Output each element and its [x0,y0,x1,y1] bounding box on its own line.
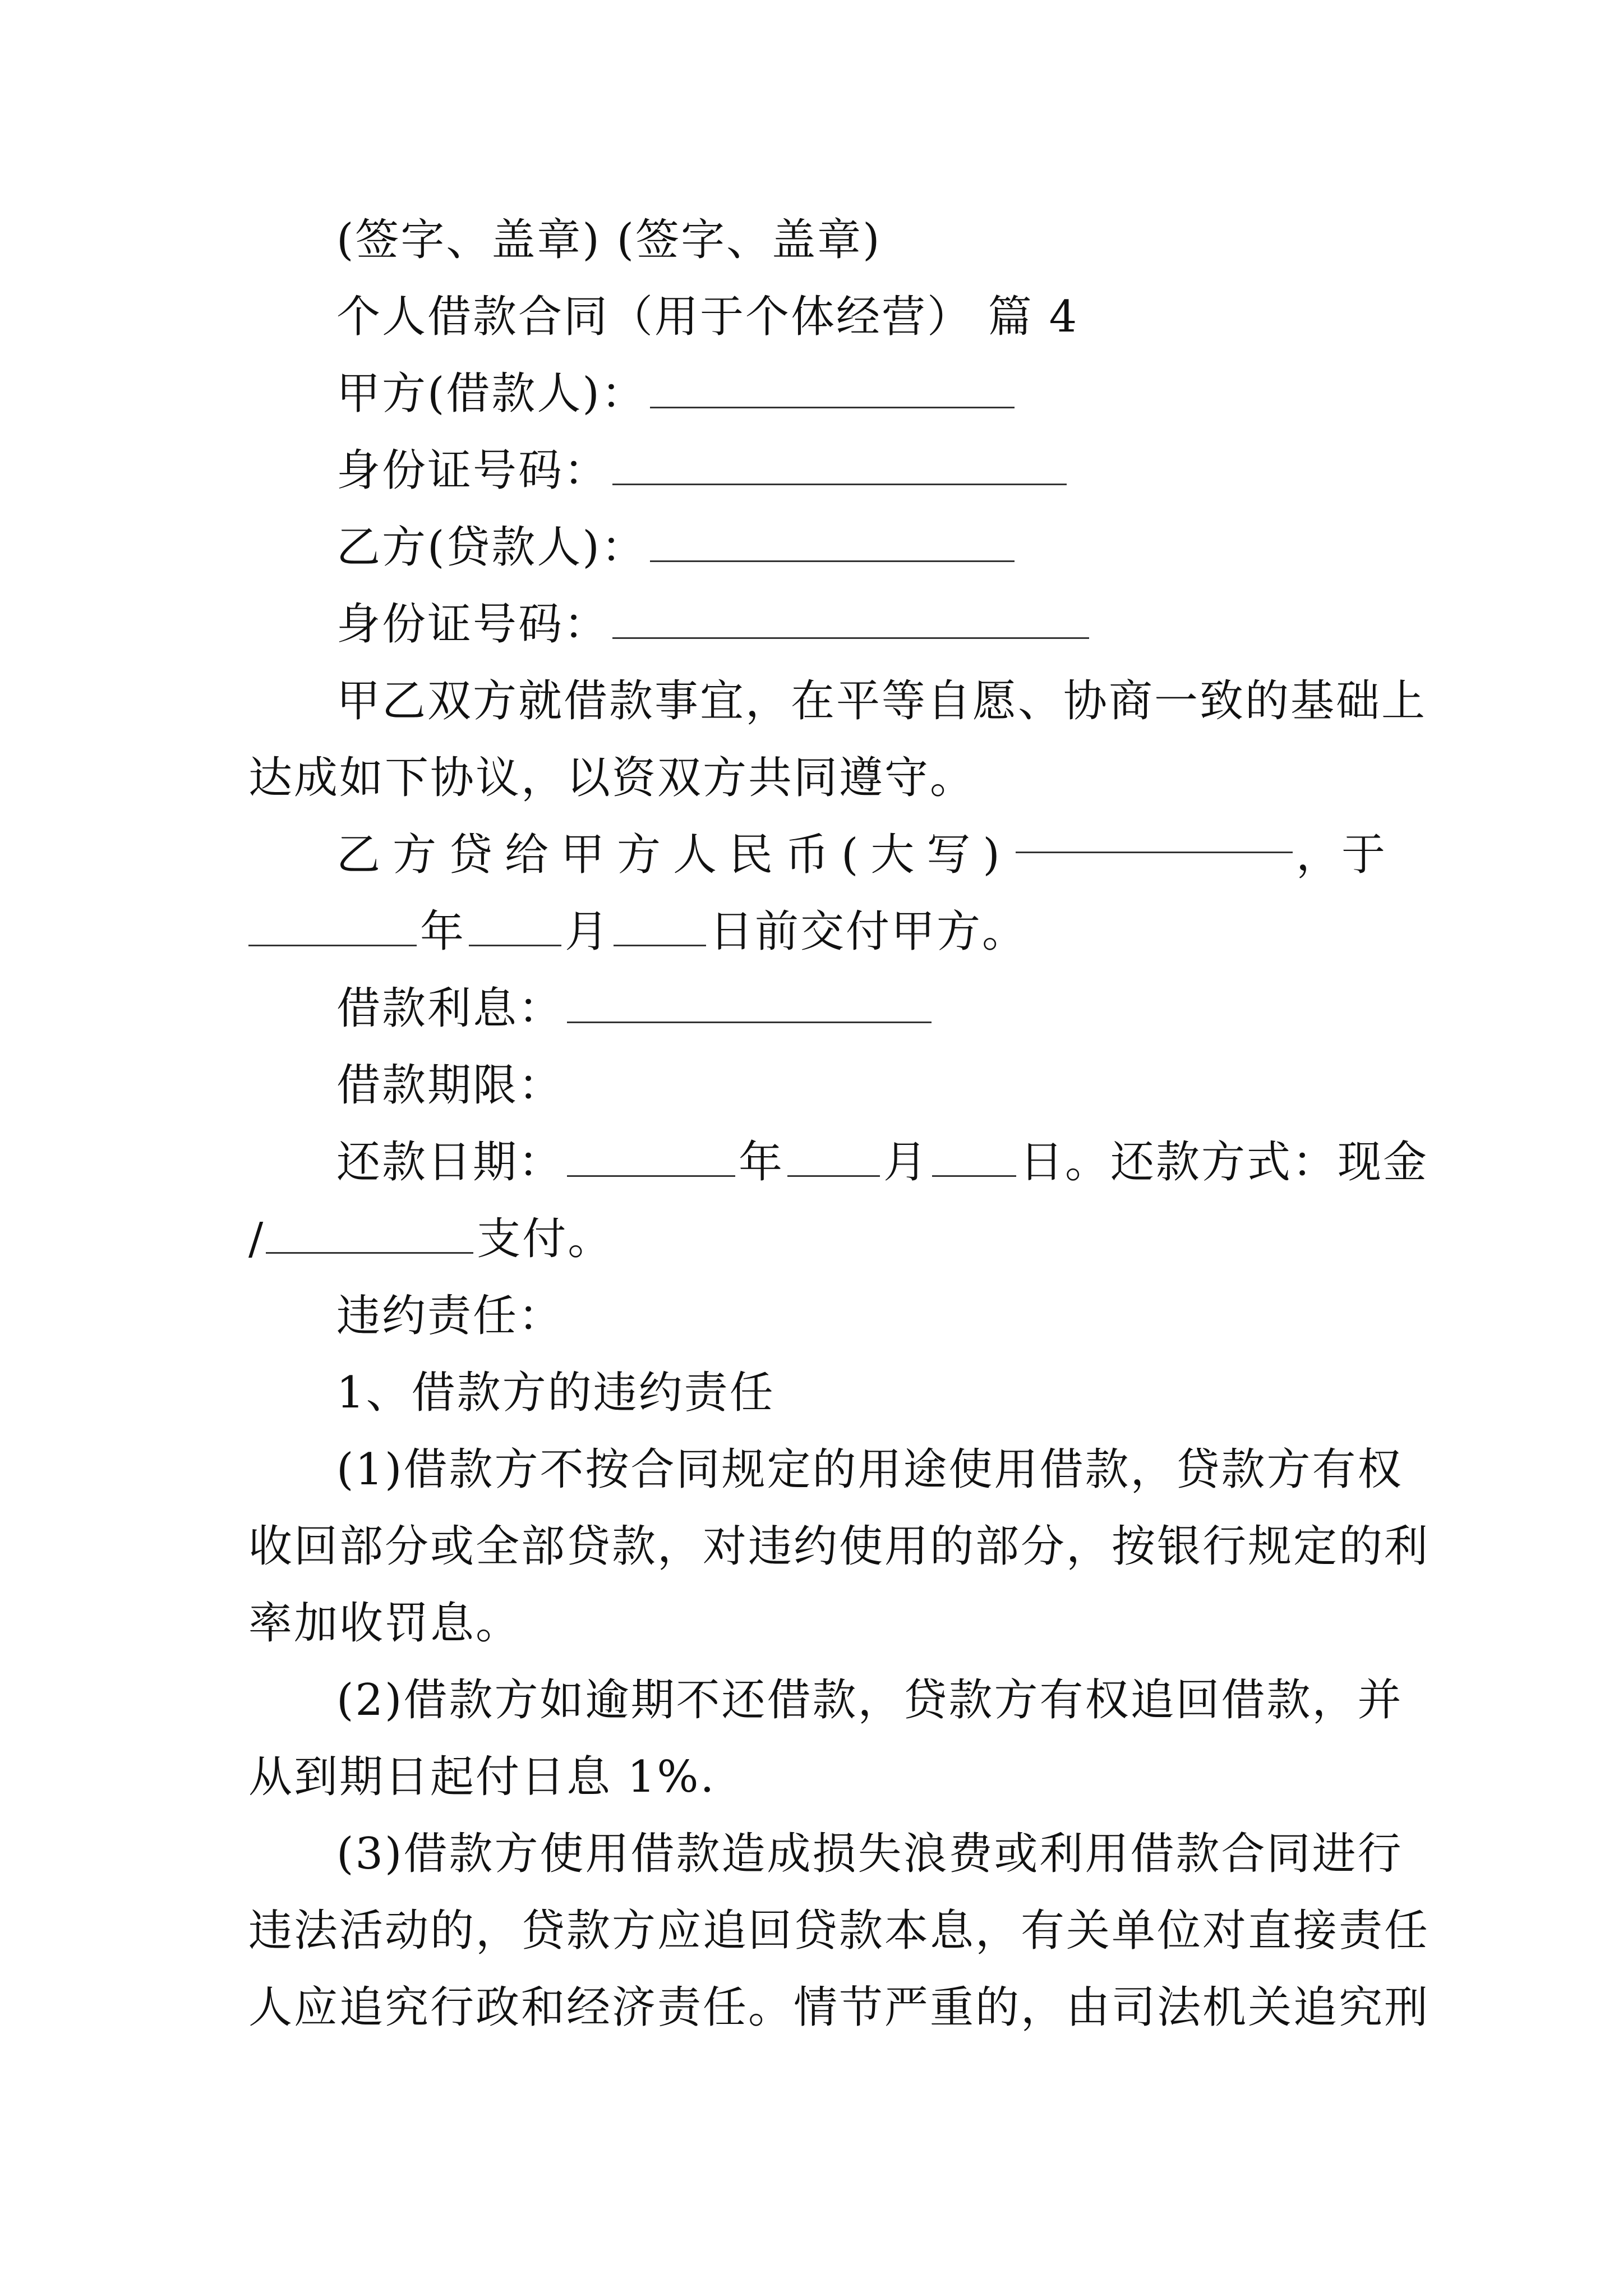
clause-1-title: 1、借款方的违约责任 [336,1368,775,1418]
loan-amount-label: 乙方贷给甲方人民币(大写) [336,830,1012,880]
loan-month-label: 月 [565,907,611,957]
section-title: 个人借款合同（用于个体经营） 篇 4 [336,292,1079,342]
document-page [248,202,1430,2046]
loan-comma: ， [1295,830,1341,880]
repay-label: 还款日期： [336,1137,564,1188]
repay-year-label: 年 [739,1137,785,1188]
party-a-row [248,356,1387,432]
repay-slash: / [248,1214,265,1264]
party-b-id-label: 身份证号码： [336,599,610,650]
party-a-id-blank[interactable] [612,449,1067,485]
intro-line-2: 达成如下协议，以资双方共同遵守。 [248,753,976,803]
party-b-label: 乙方(贷款人)： [336,522,647,573]
interest-blank[interactable] [567,987,932,1023]
party-b-row [248,509,1387,586]
clause-1-3-line-2: 违法活动的，贷款方应追回贷款本息，有关单位对直接责任 [248,1906,1430,1956]
repay-month-label: 月 [883,1137,929,1188]
loan-month-blank[interactable] [469,910,561,946]
clause-1-2-line-1: (2)借款方如逾期不还借款，贷款方有权追回借款，并 [336,1675,1403,1726]
party-a-id-row [248,432,1387,509]
loan-day-blank[interactable] [614,910,706,946]
repay-day-label: 日。还款方式：现金 [1020,1137,1429,1188]
loan-day-label: 日前交付甲方。 [709,907,1028,957]
loan-yu: 于 [1341,830,1387,880]
clause-1-1-line-2: 收回部分或全部贷款，对违约使用的部分，按银行规定的利 [248,1521,1430,1572]
intro-line-1: 甲乙双方就借款事宜，在平等自愿、协商一致的基础上 [336,676,1427,726]
interest-label: 借款利息： [336,983,564,1034]
party-b-id-blank[interactable] [612,602,1089,639]
party-a-blank[interactable] [650,372,1015,408]
interest-row [248,970,1387,1047]
clause-1-1-line-1: (1)借款方不按合同规定的用途使用借款，贷款方有权 [336,1444,1403,1495]
party-a-label: 甲方(借款人)： [336,369,647,419]
repay-pay-label: 支付。 [477,1214,614,1264]
repay-date-row [248,1124,1429,1201]
repay-day-blank[interactable] [932,1140,1016,1177]
clause-1-3-line-1: (3)借款方使用借款造成损失浪费或利用借款合同进行 [336,1829,1403,1879]
term-label: 借款期限： [336,1060,564,1111]
term-row [248,1047,1387,1124]
party-b-blank[interactable] [650,526,1015,562]
loan-year-blank[interactable] [248,910,417,946]
clause-1-2-line-2: 从到期日起付日息 1%. [248,1752,716,1802]
breach-label: 违约责任： [336,1291,564,1341]
loan-amount-blank[interactable] [1016,817,1293,853]
signature-line: (签字、盖章) (签字、盖章) [336,215,882,265]
loan-amount-row [248,817,1387,894]
party-a-id-label: 身份证号码： [336,445,610,496]
repay-method-blank[interactable] [266,1217,473,1254]
repay-month-blank[interactable] [787,1140,880,1177]
repay-method-row [248,1201,1387,1278]
loan-date-row [248,894,1387,970]
party-b-id-row [248,586,1387,663]
loan-year-label: 年 [420,907,466,957]
clause-1-3-line-3: 人应追究行政和经济责任。情节严重的，由司法机关追究刑 [248,1982,1430,2033]
clause-1-1-line-3: 率加收罚息。 [248,1598,522,1649]
repay-year-blank[interactable] [567,1140,735,1177]
